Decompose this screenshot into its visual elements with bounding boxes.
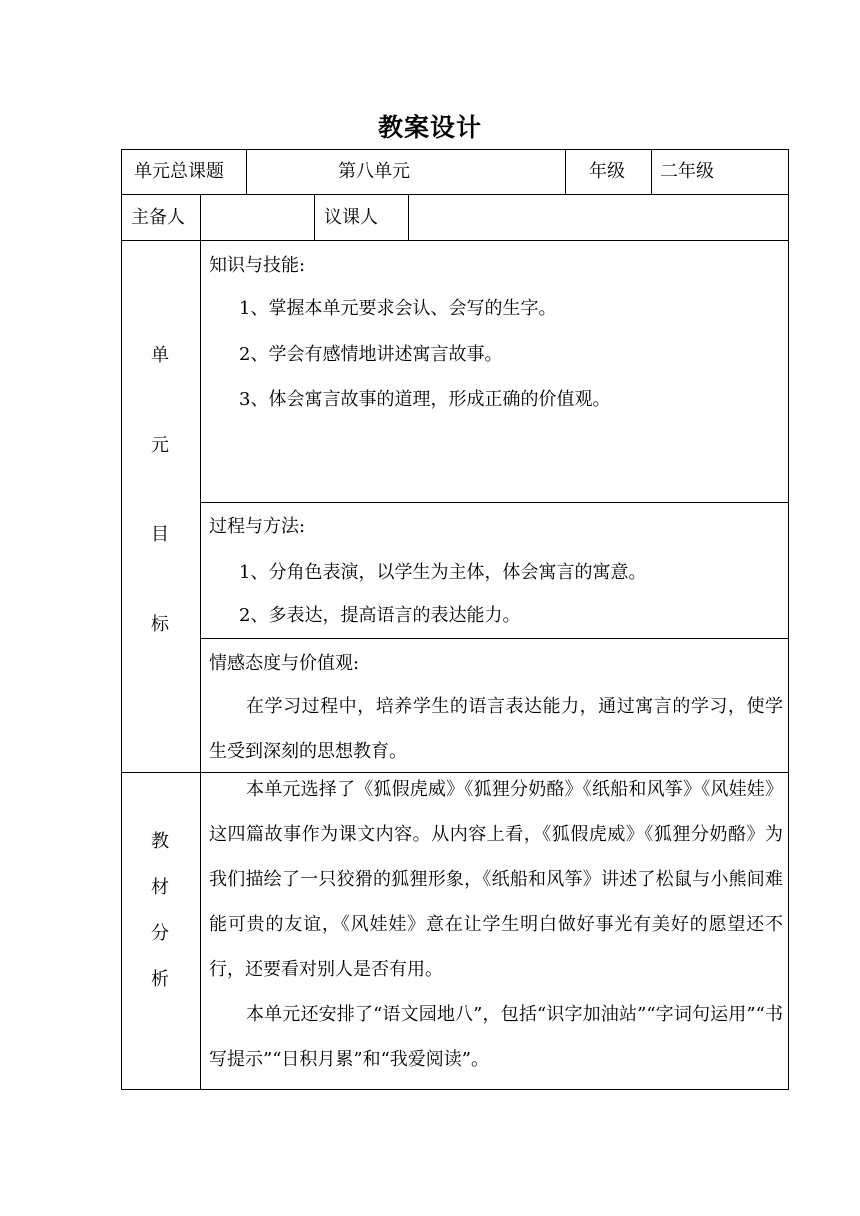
goals-side-label: 标 [151, 614, 169, 635]
section-divider [200, 502, 789, 503]
col-divider [408, 194, 409, 241]
lesson-plan-table [121, 149, 789, 1091]
table-border-right [788, 149, 789, 1090]
analysis-side-label: 分 [151, 923, 169, 944]
knowledge-item: 2、学会有感情地讲述寓言故事。 [239, 344, 503, 365]
section-divider [200, 638, 789, 639]
col-divider [246, 149, 247, 195]
page-title: 教案设计 [377, 113, 482, 142]
grade-label: 年级 [589, 161, 625, 182]
table-border-top [121, 149, 789, 150]
knowledge-heading: 知识与技能: [209, 255, 306, 276]
emotion-text: 在学习过程中，培养学生的语言表达能力，通过寓言的学习，使学生受到深刻的思想教育。 [209, 696, 783, 762]
analysis-side-label: 材 [151, 877, 169, 898]
col-divider [651, 149, 652, 195]
unit-label: 单元总课题 [134, 161, 224, 182]
col-divider [314, 194, 315, 241]
analysis-paragraph: 本单元选择了《狐假虎威》《狐狸分奶酪》《纸船和风筝》《风娃娃》这四篇故事作为课文内容。从内容上看，《狐假虎威》《狐狸分奶酪》为我们描绘了一只狡猾的狐狸形象，《纸船和风筝》讲述了松鼠与小熊间难能可贵的友谊，《风娃娃》意在让学生明白做好事光有美好的愿望还不行，还要看对别人是否有用。 [209, 779, 783, 980]
goals-side-label: 目 [151, 524, 169, 545]
emotion-heading: 情感态度与价值观: [209, 653, 360, 674]
row-divider [121, 240, 789, 241]
goals-side-label: 元 [151, 435, 169, 456]
table-border-bottom [121, 1089, 789, 1090]
analysis-side-label: 教 [151, 831, 169, 852]
reviewer-label: 议课人 [324, 207, 378, 228]
knowledge-item: 3、体会寓言故事的道理，形成正确的价值观。 [239, 389, 611, 410]
process-item: 1、分角色表演，以学生为主体，体会寓言的寓意。 [239, 562, 647, 583]
analysis-paragraph: 本单元还安排了“语文园地八”，包括“识字加油站”“字词句运用”“书写提示”“日积月累”和“我爱阅读”。 [209, 1004, 783, 1070]
col-divider [200, 194, 201, 1090]
process-item: 2、多表达，提高语言的表达能力。 [239, 605, 521, 626]
goals-side-label: 单 [151, 345, 169, 366]
process-heading: 过程与方法: [209, 516, 306, 537]
row-divider [121, 194, 789, 195]
preparer-label: 主备人 [131, 207, 185, 228]
col-divider [565, 149, 566, 195]
grade-value: 二年级 [660, 161, 714, 182]
analysis-side-label: 析 [151, 969, 169, 990]
unit-value: 第八单元 [338, 161, 410, 182]
knowledge-item: 1、掌握本单元要求会认、会写的生字。 [239, 298, 557, 319]
